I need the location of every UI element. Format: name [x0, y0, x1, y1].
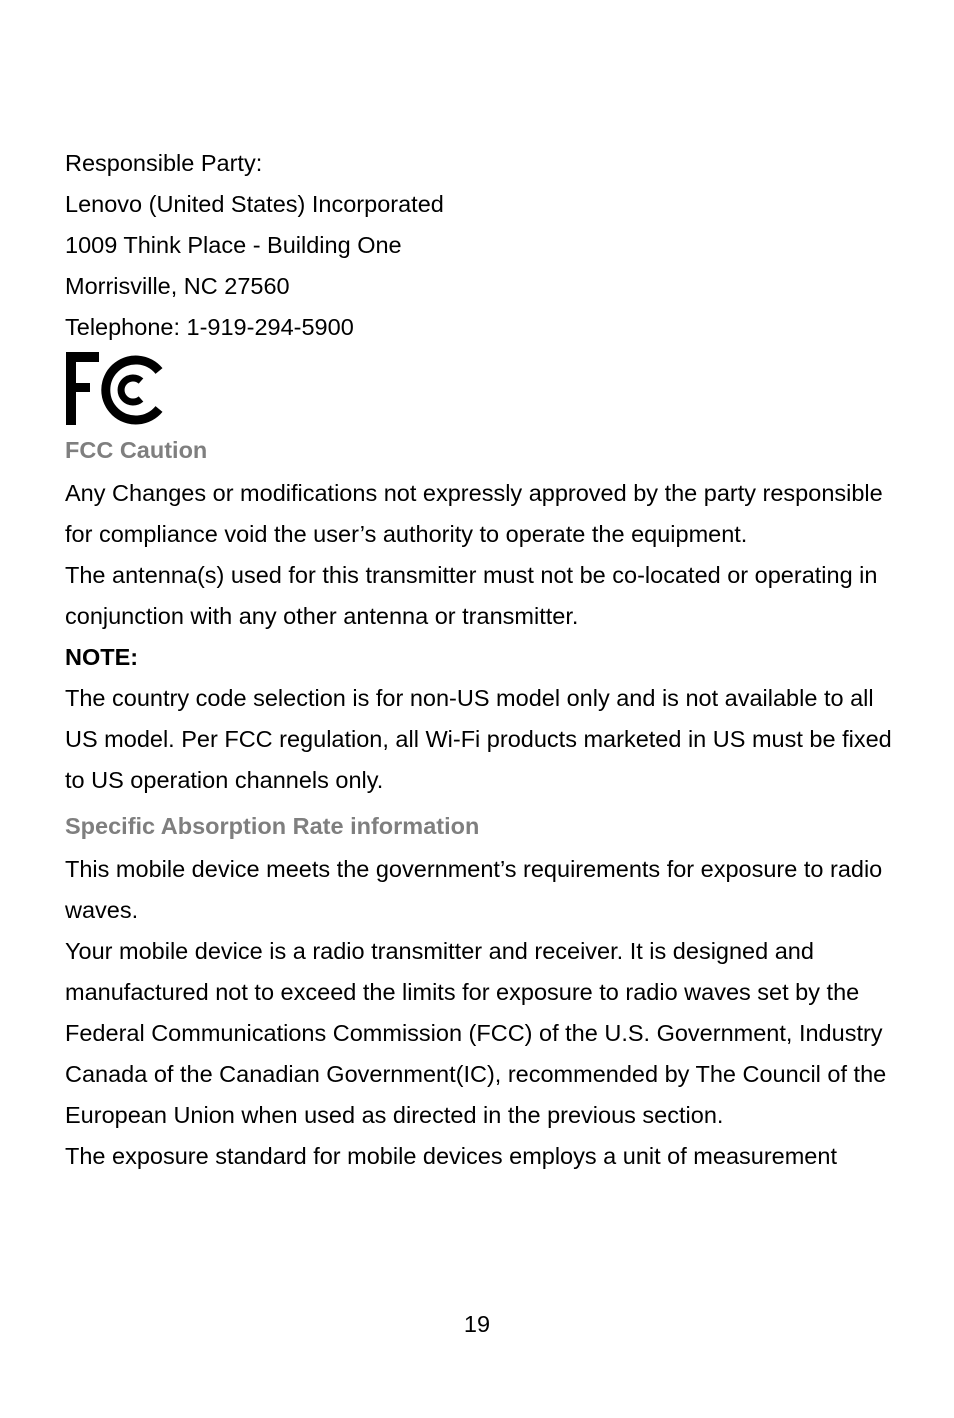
sar-paragraph-2: Your mobile device is a radio transmitter and receiver. It is designed and manufactured not to exceed the limits for exposure to radio waves set by the Federal Communications Commission (FCC) of the U.S. Government, Industry Canada of the Canadian Government(IC), recommended by The Council of the European Union when used as directed in the previous section. [65, 938, 887, 1128]
note-paragraph: The country code selection is for non-US model only and is not available to all US model. Per FCC regulation, all Wi-Fi products marketed in US must be fixed to US operation channels only. [65, 685, 892, 793]
city-address: Morrisville, NC 27560 [65, 273, 290, 299]
note-label: NOTE: [65, 644, 139, 670]
antenna-paragraph: The antenna(s) used for this transmitter must not be co-located or operating in conjunction with any other antenna or transmitter. [65, 562, 878, 629]
company-name: Lenovo (United States) Incorporated [65, 191, 444, 217]
sar-paragraph-3: The exposure standard for mobile devices employs a unit of measurement [65, 1143, 837, 1169]
document-page [65, 143, 895, 1177]
sar-heading: Specific Absorption Rate information [65, 813, 480, 839]
street-address: 1009 Think Place - Building One [65, 232, 402, 258]
page-number: 19 [463, 1311, 491, 1337]
sar-paragraph-1: This mobile device meets the government’s requirements for exposure to radio waves. [65, 856, 883, 923]
fcc-caution-paragraph: Any Changes or modifications not expressly approved by the party responsible for compliance void the user’s authority to operate the equipment. [65, 480, 883, 547]
fcc-caution-heading: FCC Caution [65, 437, 208, 463]
telephone: Telephone: 1-919-294-5900 [65, 314, 354, 340]
responsible-party-label: Responsible Party: [65, 150, 263, 176]
fcc-logo-icon [65, 349, 165, 429]
